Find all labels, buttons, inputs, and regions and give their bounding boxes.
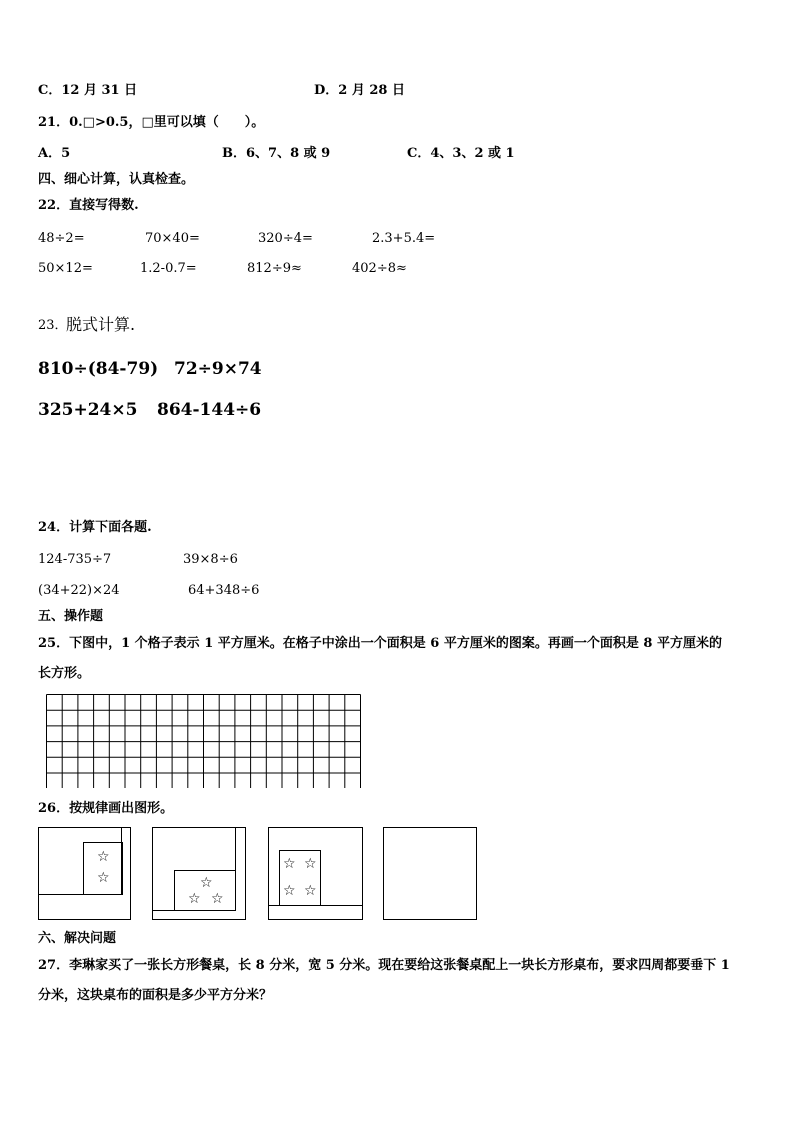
q24-item: 124-735÷7 bbox=[38, 552, 112, 567]
pattern-figure-1 bbox=[38, 827, 131, 920]
q27-line-1: 27．李琳家买了一张长方形餐桌，长 8 分米，宽 5 分米。现在要给这张餐桌配上一块长方形桌布，要求四周都要垂下 1 bbox=[38, 958, 730, 973]
q21-option-a: A．5 bbox=[38, 146, 71, 161]
star-icon: ☆ bbox=[304, 883, 317, 899]
q23-item: 72÷9×74 bbox=[174, 359, 262, 379]
q21-option-c: C．4、3、2 或 1 bbox=[407, 146, 515, 161]
q23-item: 325+24×5 bbox=[38, 400, 138, 420]
q23-item: 810÷(84-79) bbox=[38, 359, 159, 379]
pattern-figure-2 bbox=[152, 827, 246, 920]
star-icon: ☆ bbox=[200, 875, 213, 891]
q23-item: 864-144÷6 bbox=[157, 400, 262, 420]
pattern-figure-3 bbox=[268, 827, 363, 920]
q25-line-2: 长方形。 bbox=[38, 666, 91, 681]
q20-option-c: C．12 月 31 日 bbox=[38, 83, 138, 98]
q26-title: 26．按规律画出图形。 bbox=[38, 801, 174, 816]
q25-line-1: 25．下图中，1 个格子表示 1 平方厘米。在格子中涂出一个面积是 6 平方厘米的图案。再画一个面积是 8 平方厘米的 bbox=[38, 636, 722, 651]
q22-item: 402÷8≈ bbox=[352, 261, 407, 276]
q22-item: 70×40= bbox=[145, 231, 200, 246]
pattern-figure-4-blank[interactable] bbox=[383, 827, 477, 920]
star-icon: ☆ bbox=[97, 870, 110, 886]
section-six-title: 六、解决问题 bbox=[38, 931, 117, 946]
q22-item: 48÷2= bbox=[38, 231, 85, 246]
section-four-title: 四、细心计算，认真检查。 bbox=[38, 172, 195, 187]
q22-item: 320÷4= bbox=[258, 231, 313, 246]
q21-option-b: B．6、7、8 或 9 bbox=[222, 146, 331, 161]
section-five-title: 五、操作题 bbox=[38, 609, 104, 624]
q24-title: 24．计算下面各题. bbox=[38, 520, 152, 535]
star-icon: ☆ bbox=[283, 856, 296, 872]
q22-item: 50×12= bbox=[38, 261, 93, 276]
q25-square-grid[interactable] bbox=[46, 694, 364, 788]
q22-item: 812÷9≈ bbox=[247, 261, 302, 276]
star-icon: ☆ bbox=[283, 883, 296, 899]
star-icon: ☆ bbox=[188, 891, 201, 907]
q27-line-2: 分米，这块桌布的面积是多少平方分米？ bbox=[38, 988, 273, 1003]
q21-stem: 21．0.□>0.5，□里可以填（ ）。 bbox=[38, 115, 265, 130]
q22-title: 22．直接写得数. bbox=[38, 198, 139, 213]
q24-item: 64+348÷6 bbox=[188, 583, 260, 598]
star-icon: ☆ bbox=[211, 891, 224, 907]
q20-option-d: D．2 月 28 日 bbox=[314, 83, 405, 98]
star-icon: ☆ bbox=[97, 849, 110, 865]
q22-item: 1.2-0.7= bbox=[140, 261, 197, 276]
q24-item: 39×8÷6 bbox=[183, 552, 238, 567]
star-icon: ☆ bbox=[304, 856, 317, 872]
q24-item: (34+22)×24 bbox=[38, 583, 120, 598]
q22-item: 2.3+5.4= bbox=[372, 231, 436, 246]
q23-number: 23． bbox=[38, 318, 68, 333]
q23-title: 脱式计算. bbox=[66, 315, 136, 334]
